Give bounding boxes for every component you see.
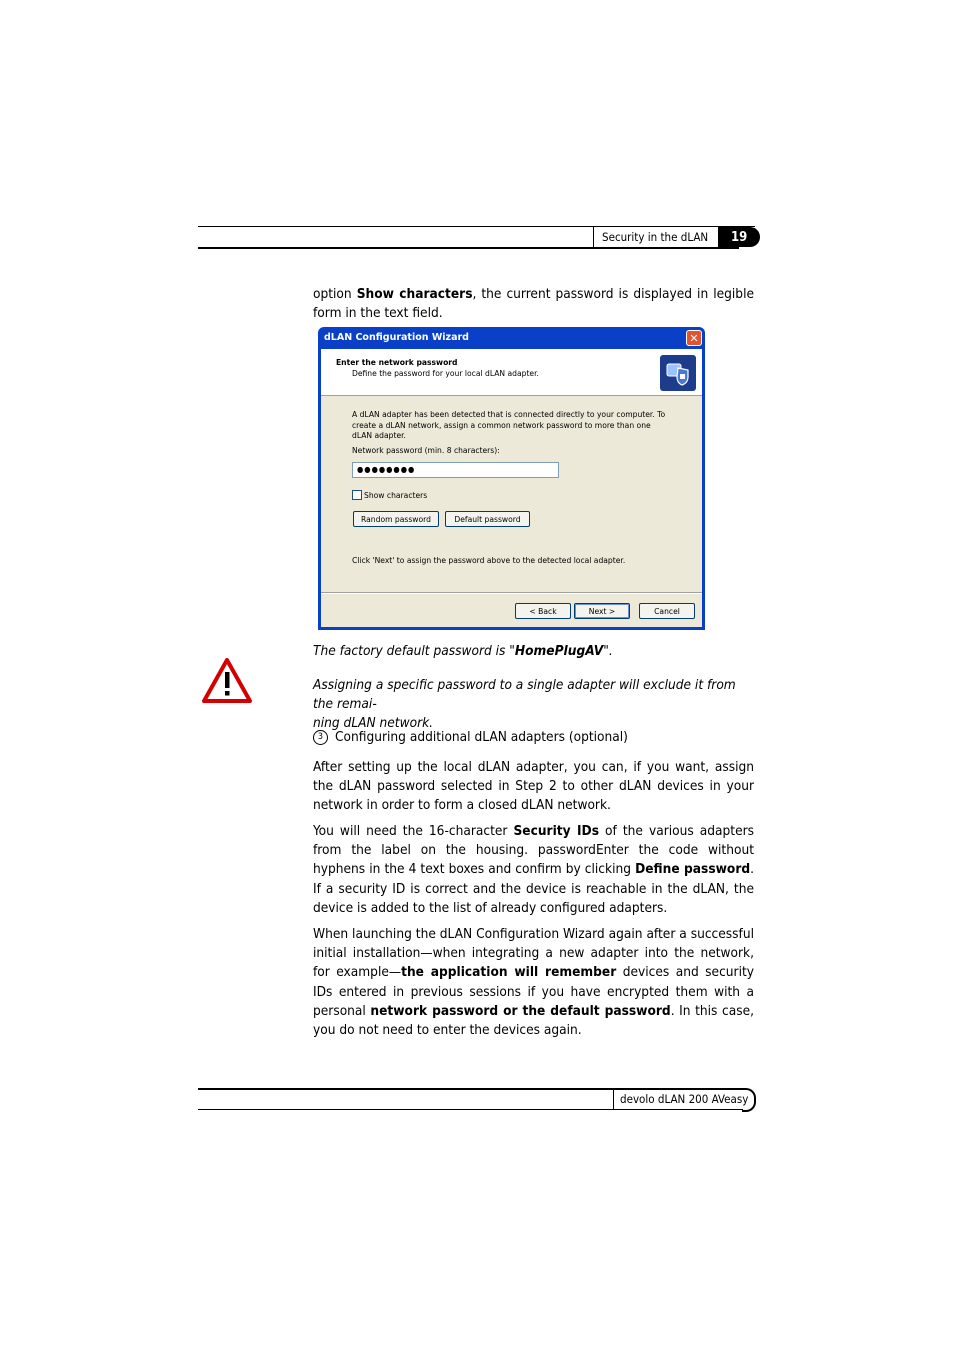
back-button[interactable]: < Back [515, 603, 571, 619]
network-security-icon [660, 355, 696, 391]
show-characters-checkbox[interactable] [352, 490, 362, 500]
step-3-heading [313, 729, 628, 745]
warning-triangle-icon [200, 656, 254, 710]
random-password-button[interactable]: Random password [353, 511, 439, 527]
footer-rule-bottom [198, 1109, 743, 1110]
next-button[interactable]: Next > [574, 603, 630, 619]
next-hint: Click 'Next' to assign the password above to the detected local adapter. [352, 556, 626, 565]
dialog-title: dLAN Configuration Wizard [324, 332, 469, 343]
show-characters-label: Show characters [364, 491, 428, 500]
intro-paragraph: option Show characters, the current password is displayed in legible form in the text field. [313, 286, 754, 322]
factory-default-note: The factory default password is "HomePlugAV". [313, 643, 613, 659]
header-rule-bottom [198, 247, 739, 249]
cancel-button[interactable]: Cancel [639, 603, 695, 619]
step-number: 3 [313, 730, 328, 745]
dialog-subheading: Define the password for your local dLAN adapter. [352, 369, 539, 378]
dialog-heading: Enter the network password [336, 358, 458, 367]
page-number: 19 [718, 227, 760, 247]
paragraph-relaunch: When launching the dLAN Configuration Wizard again after a successful initial installation—when integrating a new adapter into the network, for example—the application will remember devices and security IDs entered in previous sessions if you have encrypted them with a personal network password or the default password. In this case, you do not need to enter the devices again. [313, 926, 754, 1039]
dialog-separator [321, 592, 702, 594]
show-characters-term: Show characters [356, 286, 473, 302]
paragraph-security-ids: You will need the 16-character Security IDs of the various adapters from the label on the housing. passwordEnter the code without hyphens in the 4 text boxes and confirm by clicking Define password. If a security ID is correct and the device is reachable in the dLAN, the device is added to the list of already configured adapters. [313, 823, 755, 916]
dialog-description: A dLAN adapter has been detected that is connected directly to your computer. To create a dLAN network, assign a common network password to more than one dLAN adapter. [352, 410, 666, 440]
footer-product-name: devolo dLAN 200 AVeasy [613, 1089, 760, 1109]
dialog-client-area [321, 349, 702, 627]
step-title: Configuring additional dLAN adapters (optional) [335, 729, 628, 745]
config-wizard-dialog [318, 327, 705, 630]
close-icon[interactable]: ✕ [686, 330, 702, 346]
dialog-header-panel [321, 349, 702, 396]
warning-text: Assigning a specific password to a single adapter will exclude it from the remai- ning dLAN network. [313, 677, 736, 732]
default-password-button[interactable]: Default password [445, 511, 530, 527]
running-header [593, 227, 760, 247]
header-section-title: Security in the dLAN [593, 227, 718, 247]
running-footer [613, 1089, 760, 1109]
password-input[interactable]: ●●●●●●●● [352, 462, 559, 478]
default-password-value: HomePlugAV [514, 643, 604, 659]
password-label: Network password (min. 8 characters): [352, 446, 500, 455]
paragraph-setup: After setting up the local dLAN adapter, you can, if you want, assign the dLAN password selected in Step 2 to other dLAN devices in your network in order to form a closed dLAN network. [313, 759, 754, 814]
